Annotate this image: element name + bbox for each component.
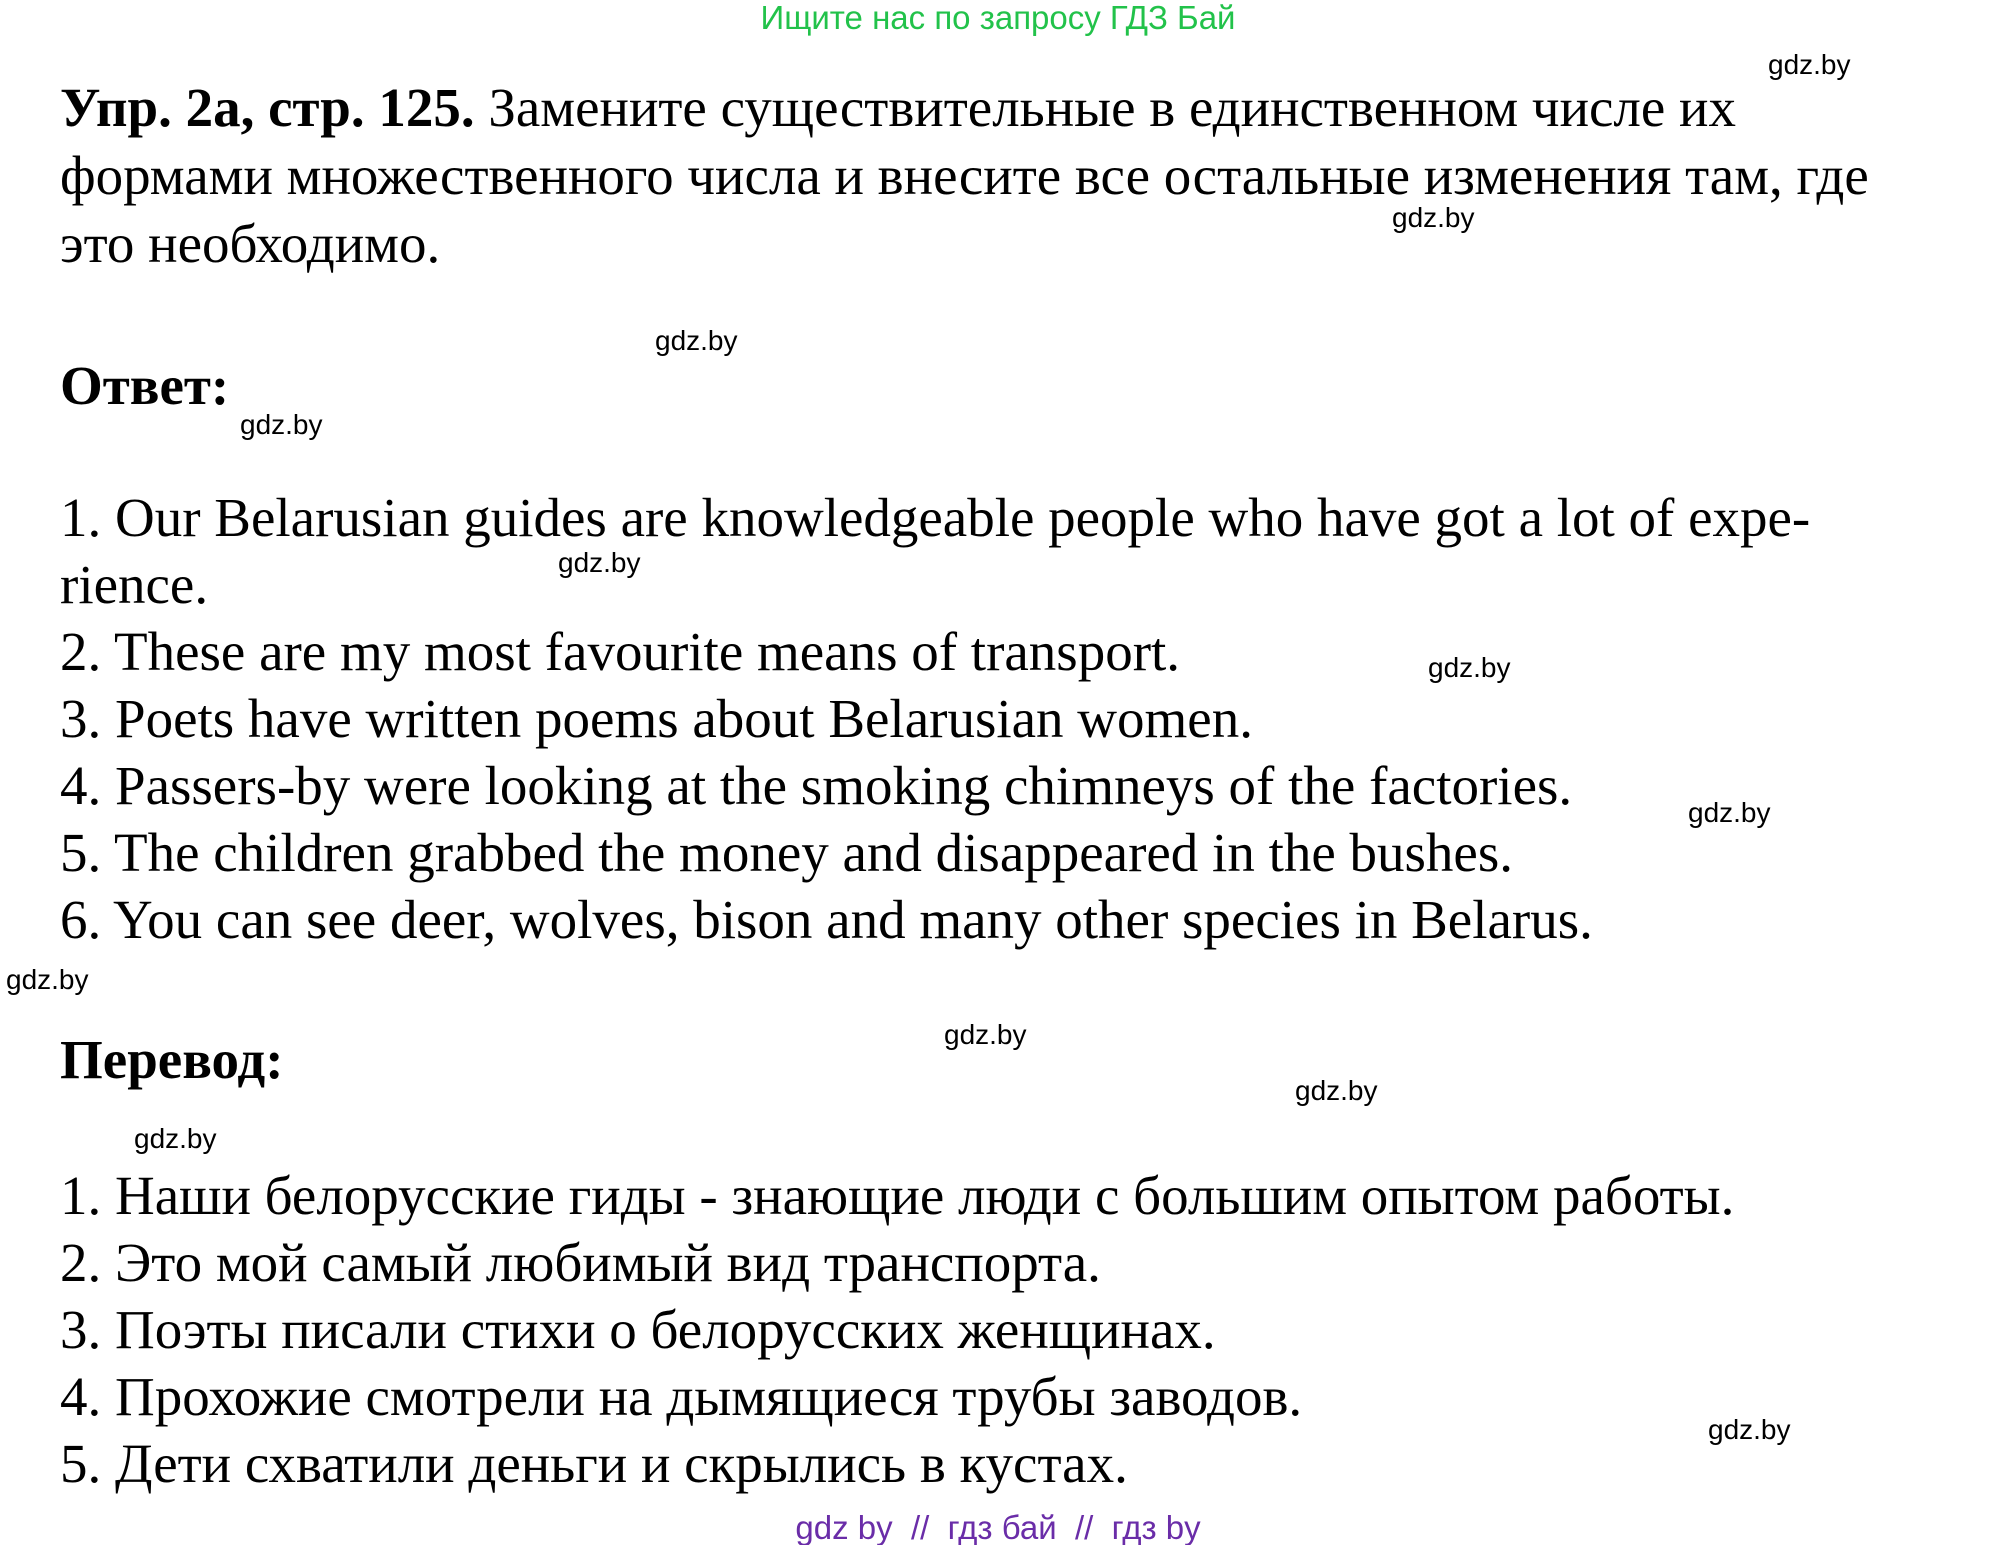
watermark: gdz.by	[1688, 797, 1771, 828]
answer-item: 5. The children grabbed the money and disappeared in the bushes.	[60, 822, 1513, 883]
translation-item: 5. Дети схватили деньги и скрылись в кустах.	[60, 1433, 1128, 1494]
watermark: gdz.by	[1295, 1075, 1378, 1106]
answer-item: 6. You can see deer, wolves, bison and many other species in Belarus.	[60, 889, 1593, 950]
watermark: gdz.by	[558, 547, 641, 578]
answer-item: 4. Passers-by were looking at the smoking chimneys of the factories.	[60, 755, 1573, 816]
translation-item: 1. Наши белорусские гиды - знающие люди с большим опытом работы.	[60, 1165, 1735, 1226]
answer-item: 3. Poets have written poems about Belarusian women.	[60, 688, 1253, 749]
answer-heading: Ответ:	[60, 355, 230, 416]
answer-item: 1. Our Belarusian guides are knowledgeable people who have got a lot of expe- rience.	[60, 487, 1811, 615]
watermark: gdz.by	[1708, 1414, 1791, 1445]
answer-item: 2. These are my most favourite means of transport.	[60, 621, 1181, 682]
task-label: Упр. 2а, стр. 125.	[60, 77, 475, 138]
translation-list	[60, 1162, 1940, 1497]
translation-item: 2. Это мой самый любимый вид транспорта.	[60, 1232, 1101, 1293]
task-statement	[60, 74, 1940, 278]
watermark: gdz.by	[1768, 49, 1851, 80]
watermark: gdz.by	[655, 325, 738, 356]
watermark: gdz.by	[1392, 202, 1475, 233]
answer-list	[60, 484, 1940, 953]
translation-heading: Перевод:	[60, 1029, 284, 1090]
footer-links: gdz by // гдз бай // гдз by	[795, 1509, 1201, 1545]
task-text: Замените существительные в единственном числе их формами множественного числа и внесите все остальные изменения там, где это необходимо.	[60, 77, 1869, 274]
watermark: gdz.by	[1428, 652, 1511, 683]
watermark: gdz.by	[944, 1019, 1027, 1050]
translation-item: 3. Поэты писали стихи о белорусских женщинах.	[60, 1299, 1216, 1360]
watermark: gdz.by	[6, 964, 89, 995]
watermark: gdz.by	[240, 409, 323, 440]
watermark: gdz.by	[134, 1123, 217, 1154]
search-banner: Ищите нас по запросу ГДЗ Бай	[760, 0, 1236, 36]
translation-item: 4. Прохожие смотрели на дымящиеся трубы заводов.	[60, 1366, 1303, 1427]
